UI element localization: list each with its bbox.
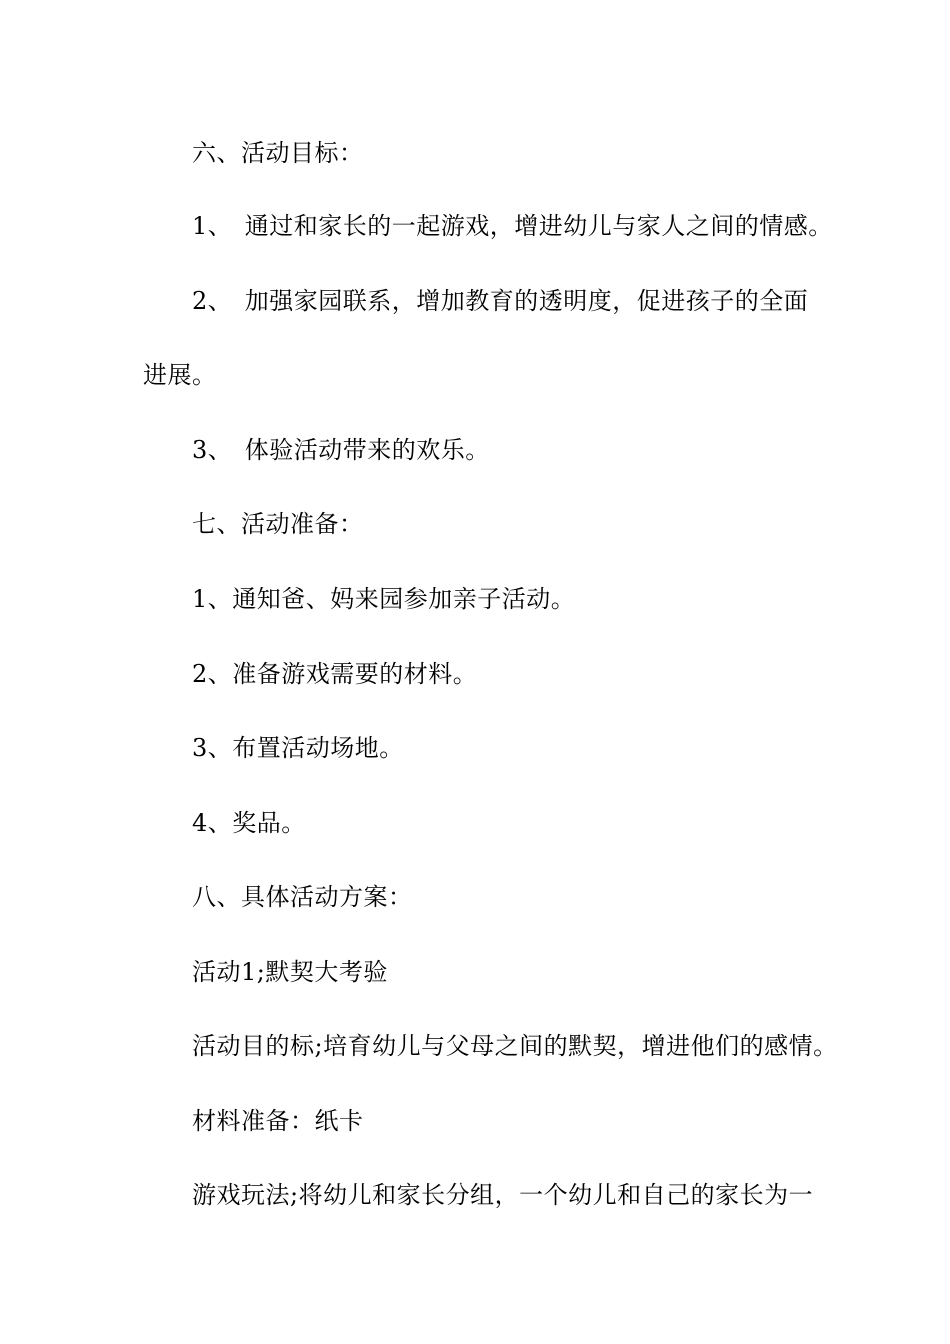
preparation-item-1: 1、通知爸、妈来园参加亲子活动。 bbox=[192, 585, 576, 613]
section-heading-goals: 六、活动目标： bbox=[192, 139, 364, 167]
goal-item-2: 2、 加强家园联系，增加教育的透明度，促进孩子的全面 bbox=[192, 287, 809, 315]
preparation-item-4: 4、奖品。 bbox=[192, 809, 306, 837]
goal-item-1: 1、 通过和家长的一起游戏，增进幼儿与家人之间的情感。 bbox=[192, 212, 833, 240]
activity-1-rules: 游戏玩法;将幼儿和家长分组，一个幼儿和自己的家长为一 bbox=[192, 1181, 814, 1209]
section-heading-preparation: 七、活动准备： bbox=[192, 510, 364, 538]
goal-item-2-continued: 进展。 bbox=[143, 361, 217, 389]
activity-1-title: 活动1;默契大考验 bbox=[192, 958, 388, 986]
section-heading-plan: 八、具体活动方案： bbox=[192, 883, 413, 911]
preparation-item-2: 2、准备游戏需要的材料。 bbox=[192, 660, 478, 688]
activity-1-goal: 活动目的标;培育幼儿与父母之间的默契，增进他们的感情。 bbox=[192, 1032, 838, 1060]
activity-1-materials: 材料准备：纸卡 bbox=[192, 1107, 364, 1135]
goal-item-3: 3、 体验活动带来的欢乐。 bbox=[192, 436, 490, 464]
preparation-item-3: 3、布置活动场地。 bbox=[192, 734, 404, 762]
